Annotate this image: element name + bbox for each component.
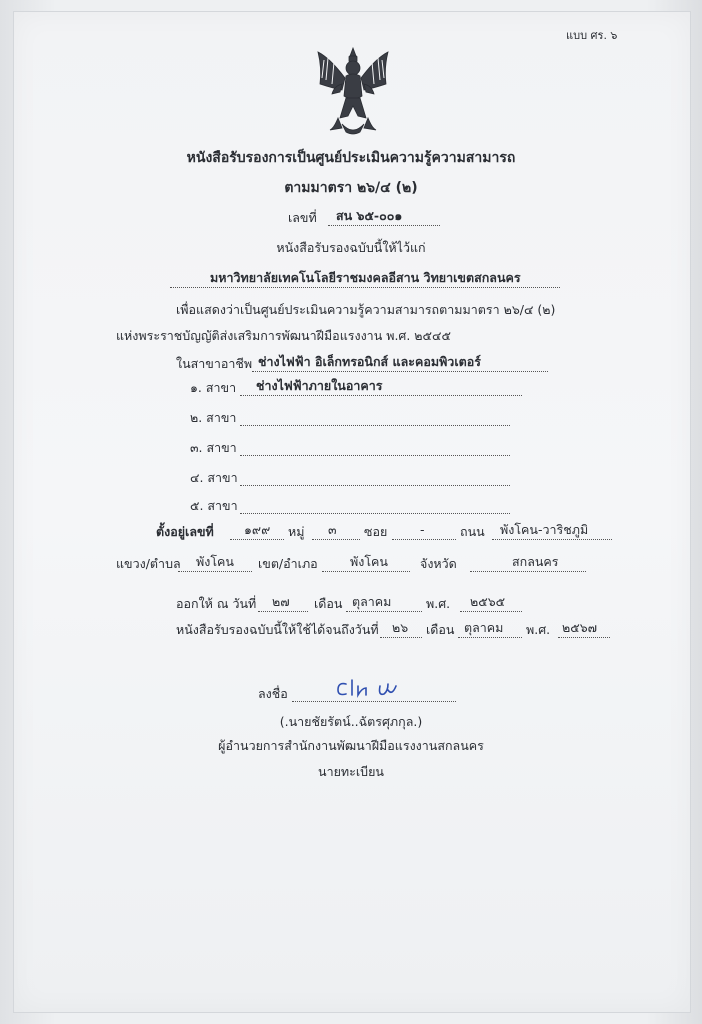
certificate-title: หนังสือรับรองการเป็นศูนย์ประเมินความรู้ความสามารถ (186, 150, 516, 166)
form-code: แบบ ศร. ๖ (566, 29, 618, 42)
issued-month: ตุลาคม (352, 594, 392, 609)
subdistrict-dotline (178, 571, 252, 572)
province-dotline (470, 571, 586, 572)
branch-1-label: ๑. สาขา (190, 380, 237, 395)
branch-5-dotline (240, 513, 510, 514)
subdistrict-label: แขวง/ตำบล (116, 556, 181, 571)
soi-label: ซอย (364, 524, 388, 539)
district-dotline (322, 571, 410, 572)
issued-day: ๒๗ (272, 594, 290, 609)
certificate-subtitle: ตามมาตรา ๒๖/๔ (๒) (284, 180, 418, 196)
soi-value: - (420, 522, 425, 537)
soi-dotline (392, 539, 456, 540)
handwritten-signature (332, 674, 404, 702)
house-label: ตั้งอยู่เลขที่ (156, 524, 214, 539)
moo-dotline (312, 539, 360, 540)
branch-3-dotline (240, 455, 510, 456)
branch-4-label: ๔. สาขา (190, 470, 238, 485)
district-value: พังโคน (350, 554, 388, 569)
field-dotline (252, 371, 548, 372)
valid-month-label: เดือน (426, 622, 455, 637)
valid-year-dotline (558, 637, 610, 638)
province-label: จังหวัด (420, 556, 457, 571)
garuda-emblem (312, 44, 394, 136)
statement-line-2: แห่งพระราชบัญญัติส่งเสริมการพัฒนาฝีมือแรงงาน พ.ศ. ๒๕๔๕ (116, 328, 451, 343)
valid-day-dotline (380, 637, 422, 638)
signature-label: ลงชื่อ (258, 686, 288, 701)
number-value: สน ๖๕-๐๐๑ (336, 208, 403, 223)
moo-label: หมู่ (288, 524, 305, 539)
issued-year: ๒๕๖๕ (470, 594, 506, 609)
road-dotline (492, 539, 612, 540)
recipient-dotline (170, 287, 560, 288)
branch-3-label: ๓. สาขา (190, 440, 237, 455)
branch-5-label: ๕. สาขา (190, 498, 238, 513)
road-value: พังโคน-วาริชภูมิ (500, 522, 589, 537)
field-value: ช่างไฟฟ้า อิเล็กทรอนิกส์ และคอมพิวเตอร์ (258, 354, 481, 369)
issued-year-dotline (460, 611, 522, 612)
valid-year: ๒๕๖๗ (562, 620, 598, 635)
valid-year-label: พ.ศ. (526, 622, 551, 637)
issued-day-dotline (258, 611, 308, 612)
signer-role: นายทะเบียน (318, 764, 384, 779)
issued-label: ออกให้ ณ วันที่ (176, 596, 257, 611)
house-dotline (230, 539, 284, 540)
branch-1-dotline (240, 395, 522, 396)
signer-name: (.นายชัยรัตน์..ฉัตรศุภกุล.) (279, 714, 423, 729)
branch-2-label: ๒. สาขา (190, 410, 237, 425)
subdistrict-value: พังโคน (196, 554, 234, 569)
valid-month-dotline (458, 637, 522, 638)
moo-value: ๓ (328, 522, 337, 537)
issued-month-dotline (346, 611, 422, 612)
recipient-name: มหาวิทยาลัยเทคโนโลยีราชมงคลอีสาน วิทยาเขตสกลนคร (210, 270, 521, 285)
house-value: ๑๙๙ (244, 522, 271, 537)
road-label: ถนน (460, 524, 485, 539)
given-to-text: หนังสือรับรองฉบับนี้ให้ไว้แก่ (276, 240, 426, 255)
statement-line-1: เพื่อแสดงว่าเป็นศูนย์ประเมินความรู้ความสามารถตามมาตรา ๒๖/๔ (๒) (176, 302, 556, 317)
branch-1-value: ช่างไฟฟ้าภายในอาคาร (256, 378, 383, 393)
branch-2-dotline (240, 425, 510, 426)
valid-month: ตุลาคม (464, 620, 504, 635)
issued-year-label: พ.ศ. (426, 596, 451, 611)
issued-month-label: เดือน (314, 596, 343, 611)
signer-title: ผู้อำนวยการสำนักงานพัฒนาฝีมือแรงงานสกลนคร (218, 738, 484, 753)
province-value: สกลนคร (512, 554, 559, 569)
valid-day: ๒๖ (392, 620, 409, 635)
number-label: เลขที่ (288, 210, 317, 225)
number-dotline (328, 225, 440, 226)
branch-4-dotline (240, 485, 510, 486)
district-label: เขต/อำเภอ (258, 556, 318, 571)
valid-label: หนังสือรับรองฉบับนี้ให้ใช้ได้จนถึงวันที่ (176, 622, 379, 637)
field-label: ในสาขาอาชีพ (176, 356, 253, 371)
